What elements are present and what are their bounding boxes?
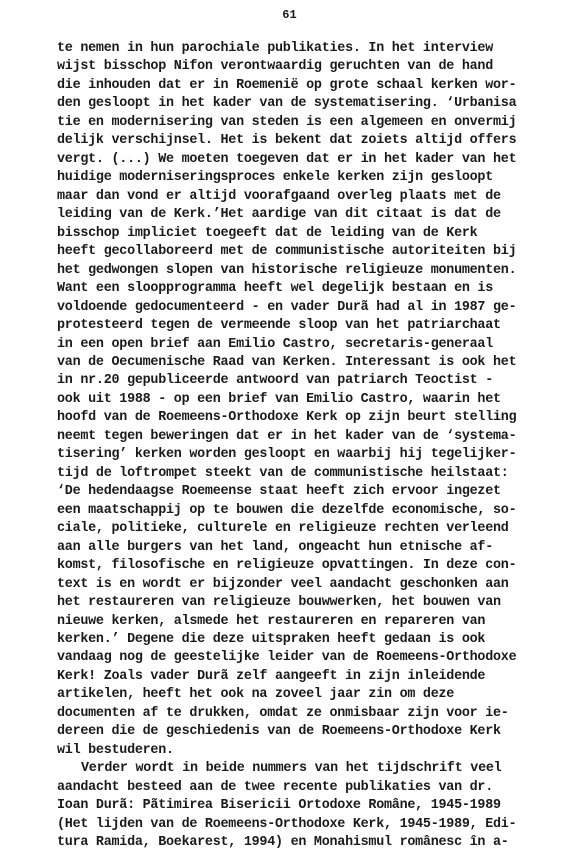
- text-line: het restaureren van religieuze bouwwerken, het bouwen van: [57, 595, 501, 611]
- text-line: in een open brief aan Emilio Castro, secretaris-generaal: [57, 336, 493, 352]
- text-line: text is en wordt er bijzonder veel aandacht geschonken aan: [57, 576, 509, 592]
- text-line: nieuwe kerken, alsmede het restaureren en repareren van: [57, 613, 486, 629]
- text-line: Verder wordt in beide nummers van het tijdschrift veel: [81, 761, 502, 777]
- text-line: tie en modernisering van steden is een algemeen en onvermij: [57, 114, 517, 130]
- text-line: Ioan Durã: Pãtimirea Bisericii Ortodoxe Române, 1945-1989: [57, 798, 501, 814]
- text-line: (Het lijden van de Roemeens-Orthodoxe Kerk, 1945-1989, Edi-: [57, 816, 517, 832]
- text-line: documenten af te drukken, omdat ze onmisbaar zijn voor ie-: [57, 705, 509, 721]
- text-line: Kerk! Zoals vader Durã zelf aangeeft in zijn inleidende: [57, 668, 486, 684]
- text-line: hoofd van de Roemeens-Orthodoxe Kerk op zijn beurt stelling: [57, 410, 517, 426]
- text-line: een maatschappij op te bouwen die dezelfde economische, so-: [57, 502, 517, 518]
- text-line: van de Oecumenische Raad van Kerken. Interessant is ook het: [57, 354, 517, 370]
- text-line: te nemen in hun parochiale publikaties. In het interview: [57, 41, 493, 56]
- text-line: tijd de loftrompet steekt van de communistische heilstaat:: [57, 465, 509, 481]
- page-number: 61: [282, 8, 297, 22]
- body-text: [57, 40, 577, 853]
- text-line: ‘De hedendaagse Roemeense staat heeft zich ervoor ingezet: [57, 484, 501, 500]
- text-line: vergt. (...) We moeten toegeven dat er in het kader van het: [57, 151, 517, 167]
- text-line: wil bestuderen.: [57, 742, 174, 758]
- text-line: in nr.20 gepubliceerde antwoord van patriarch Teoctist -: [57, 373, 493, 389]
- text-line: neemt tegen beweringen dat er in het kader van de ‘systema-: [57, 428, 517, 444]
- text-line: aan alle burgers van het land, ongeacht hun etnische af-: [57, 539, 493, 555]
- text-line: heeft gecollaboreerd met de communistische autoriteiten bij: [57, 244, 517, 260]
- text-line: vandaag nog de geestelijke leider van de Roemeens-Orthodoxe: [57, 650, 517, 666]
- text-line: huidige moderniseringsproces enkele kerken zijn gesloopt: [57, 170, 493, 186]
- text-line: ciale, politieke, culturele en religieuze rechten verleend: [57, 521, 509, 537]
- text-line: protesteerd tegen de vermeende sloop van het patriarchaat: [57, 318, 501, 334]
- text-line: wijst bisschop Nifon verontwaardig geruchten van de hand: [57, 59, 493, 75]
- text-line: tura Ramida, Boekarest, 1994) en Monahismul românesc în a-: [57, 835, 509, 851]
- text-line: voldoende gedocumenteerd - en vader Durã had al in 1987 ge-: [57, 299, 517, 315]
- text-line: dereen die de geschiedenis van de Roemeens-Orthodoxe Kerk: [57, 724, 501, 740]
- text-line: komst, filosofische en religieuze opvattingen. In deze con-: [57, 558, 517, 574]
- text-line: kerken.’ Degene die deze uitspraken heeft gedaan is ook: [57, 632, 486, 647]
- text-line: den gesloopt in het kader van de systematisering. ‘Urbanisa: [57, 96, 517, 112]
- text-line: Want een sloopprogramma heeft wel degelijk bestaan en is: [57, 281, 493, 297]
- text-line: bisschop impliciet toegeeft dat de leiding van de Kerk: [57, 225, 478, 241]
- text-line: artikelen, heeft het ook na zoveel jaar zin om deze: [57, 687, 455, 703]
- text-line: tisering’ kerken worden gesloopt en waarbij hij tegelijker-: [57, 447, 517, 463]
- text-line: delijk verschijnsel. Het is bekent dat zoiets altijd offers: [57, 133, 517, 149]
- text-line: ook uit 1988 - op een brief van Emilio Castro, waarin het: [57, 391, 501, 407]
- text-line: het gedwongen slopen van historische religieuze monumenten.: [57, 262, 517, 278]
- text-line: die inhouden dat er in Roemenië op grote schaal kerken wor-: [57, 77, 517, 93]
- text-line: maar dan vond er altijd voorafgaand overleg plaats met de: [57, 188, 501, 204]
- text-line: aandacht besteed aan de twee recente publikaties van dr.: [57, 779, 493, 795]
- text-line: leiding van de Kerk.’Het aardige van dit citaat is dat de: [57, 207, 501, 223]
